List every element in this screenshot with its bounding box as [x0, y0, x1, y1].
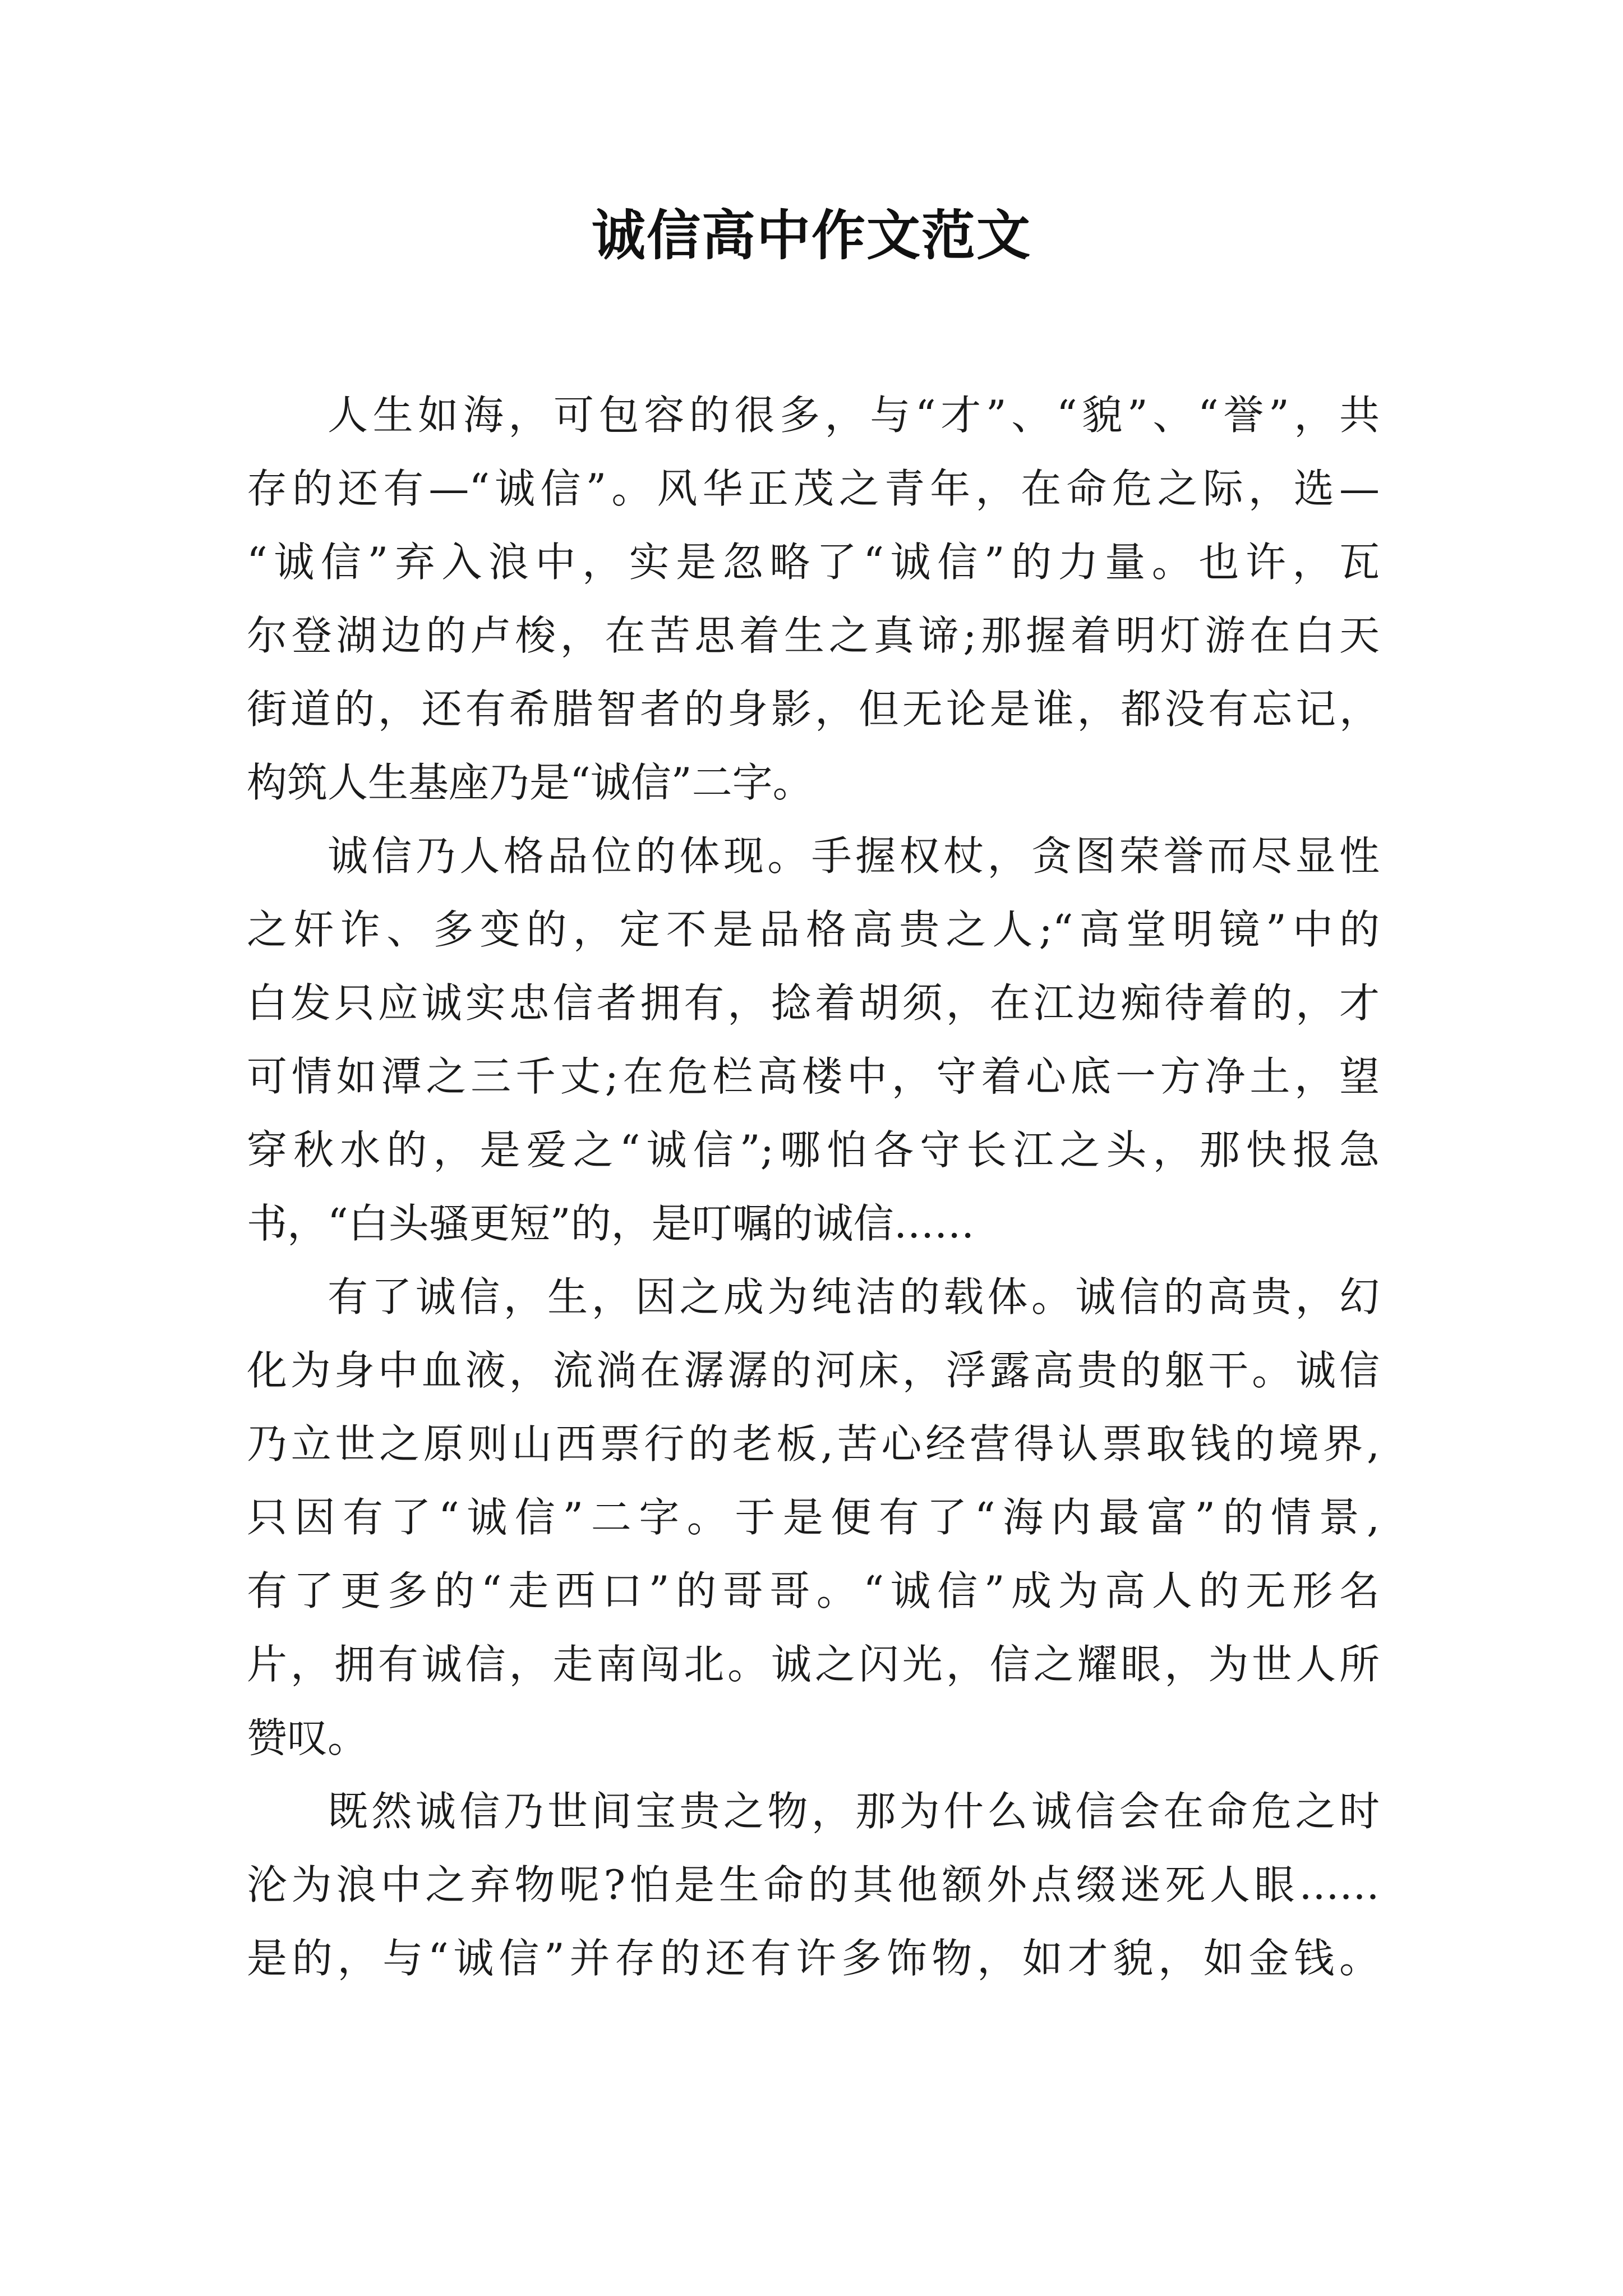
- text-line: 存的还有—“诚信”。风华正茂之青年，在命危之际，选—: [247, 465, 1380, 512]
- text-line: 穿秋水的，是爱之“诚信”;哪怕各守长江之头，那快报急: [247, 1126, 1380, 1174]
- text-line: 人生如海，可包容的很多，与“才”、“貌”、“誉”，共: [328, 392, 1380, 439]
- text-line: 既然诚信乃世间宝贵之物，那为什么诚信会在命危之时: [328, 1788, 1380, 1835]
- text-line: 有了诚信，生，因之成为纯洁的载体。诚信的高贵，幻: [328, 1273, 1380, 1320]
- document-title: 诚信高中作文范文: [592, 204, 1031, 267]
- paragraph: [247, 1775, 1380, 1995]
- text-line: 构筑人生基座乃是“诚信”二字。: [247, 759, 813, 806]
- document-body: [247, 379, 1380, 1995]
- text-line: 白发只应诚实忠信者拥有，捻着胡须，在江边痴待着的，才: [247, 979, 1380, 1027]
- text-line: 之奸诈、多变的，定不是品格高贵之人;“高堂明镜”中的: [247, 906, 1380, 953]
- paragraph: [247, 379, 1380, 820]
- text-line: 只因有了“诚信”二字。于是便有了“海内最富”的情景,: [247, 1494, 1380, 1541]
- text-line: 书，“白头骚更短”的，是叮嘱的诚信……: [247, 1200, 975, 1247]
- text-line: 尔登湖边的卢梭，在苦思着生之真谛;那握着明灯游在白天: [247, 612, 1380, 659]
- text-line: 是的，与“诚信”并存的还有许多饰物，如才貌，如金钱。: [247, 1935, 1380, 1982]
- paragraph: [247, 820, 1380, 1260]
- text-line: 赞叹。: [247, 1714, 368, 1761]
- text-line: 沦为浪中之弃物呢?怕是生命的其他额外点缀迷死人眼……: [247, 1861, 1380, 1908]
- text-line: 可情如潭之三千丈;在危栏高楼中，守着心底一方净土，望: [247, 1053, 1380, 1100]
- text-line: 有了更多的“走西口”的哥哥。“诚信”成为高人的无形名: [247, 1567, 1380, 1614]
- text-line: 化为身中血液，流淌在潺潺的河床，浮露高贵的躯干。诚信: [247, 1347, 1380, 1394]
- paragraph: [247, 1260, 1380, 1775]
- text-line: 乃立世之原则山西票行的老板,苦心经营得认票取钱的境界,: [247, 1420, 1380, 1467]
- text-line: 街道的，还有希腊智者的身影，但无论是谁，都没有忘记，: [247, 685, 1380, 733]
- text-line: 片，拥有诚信，走南闯北。诚之闪光，信之耀眼，为世人所: [247, 1641, 1380, 1688]
- text-line: 诚信乃人格品位的体现。手握权杖，贪图荣誉而尽显性: [328, 832, 1380, 880]
- text-line: “诚信”弃入浪中，实是忽略了“诚信”的力量。也许，瓦: [247, 539, 1380, 586]
